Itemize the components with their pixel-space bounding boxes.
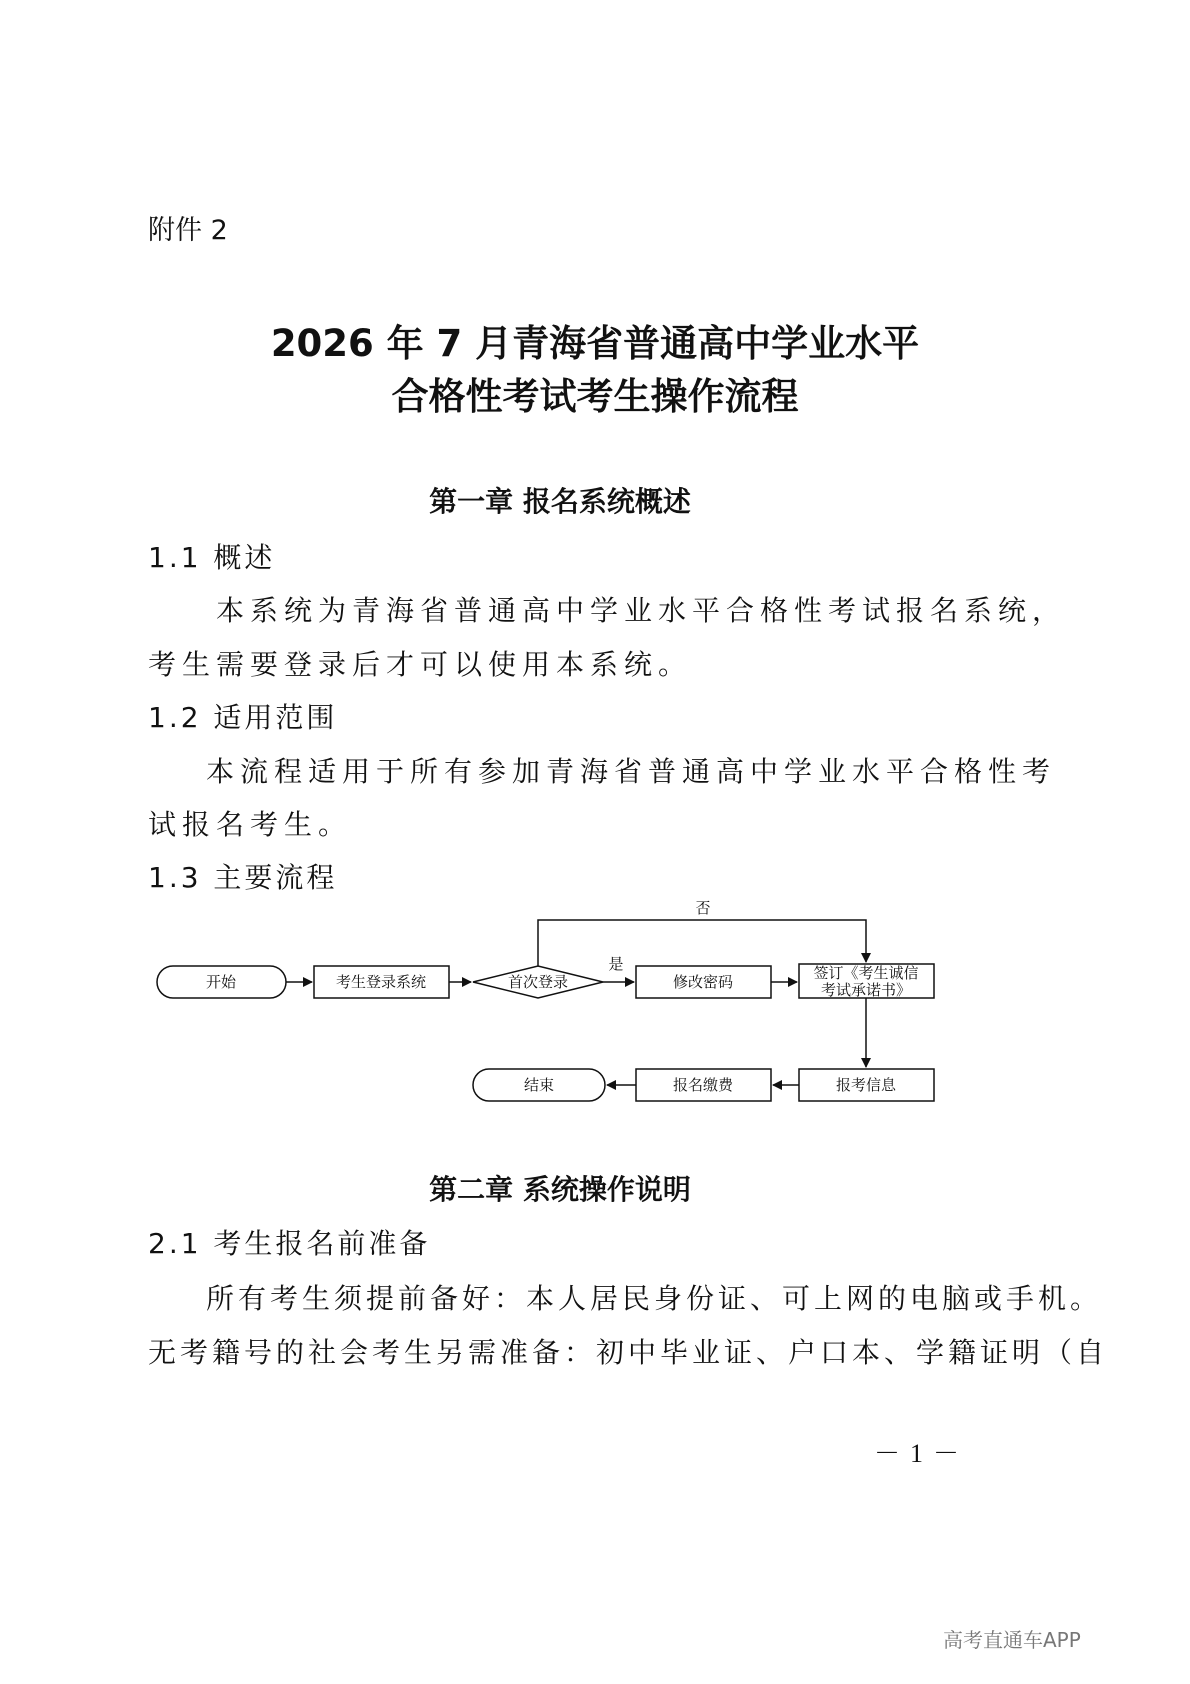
flow-label-no: 否 [695, 899, 711, 917]
section-2-1-line2: 无考籍号的社会考生另需准备：初中毕业证、户口本、学籍证明（自 [148, 1336, 1109, 1369]
flow-label-sign-line2: 考试承诺书》 [820, 981, 912, 999]
attachment-label: 附件 2 [148, 215, 228, 246]
section-1-3-heading: 1.3 主要流程 [148, 861, 338, 894]
flow-label-start: 开始 [205, 973, 237, 991]
flow-label-first-login: 首次登录 [507, 973, 569, 991]
process-flowchart [148, 893, 948, 1115]
flow-arrow-no [538, 920, 866, 966]
chapter1-heading: 第一章 报名系统概述 [429, 485, 691, 518]
section-1-2-heading: 1.2 适用范围 [148, 701, 338, 734]
section-1-1-line1: 本系统为青海省普通高中学业水平合格性考试报名系统， [216, 594, 1067, 627]
flow-label-change-password: 修改密码 [672, 973, 734, 991]
page-number: －1－ [874, 1439, 970, 1468]
flow-label-pay: 报名缴费 [672, 1076, 734, 1094]
flow-label-login: 考生登录系统 [335, 973, 427, 991]
section-1-1-line2: 考生需要登录后才可以使用本系统。 [148, 648, 693, 681]
flow-label-yes: 是 [608, 955, 624, 973]
flow-label-report-info: 报考信息 [835, 1076, 897, 1094]
watermark: 高考直通车APP [943, 1628, 1081, 1652]
document-title-line2: 合格性考试考生操作流程 [391, 375, 799, 418]
section-1-1-heading: 1.1 概述 [148, 541, 276, 574]
section-2-1-heading: 2.1 考生报名前准备 [148, 1227, 431, 1260]
section-1-2-line2: 试报名考生。 [148, 808, 353, 841]
flow-label-sign-line1: 签订《考生诚信 [813, 964, 919, 982]
section-1-2-line1: 本流程适用于所有参加青海省普通高中学业水平合格性考 [206, 755, 1057, 788]
section-2-1-line1: 所有考生须提前备好：本人居民身份证、可上网的电脑或手机。 [206, 1282, 1103, 1315]
flow-label-end: 结束 [523, 1076, 555, 1094]
chapter2-heading: 第二章 系统操作说明 [429, 1173, 691, 1206]
document-title-line1: 2026 年 7 月青海省普通高中学业水平 [270, 322, 920, 365]
